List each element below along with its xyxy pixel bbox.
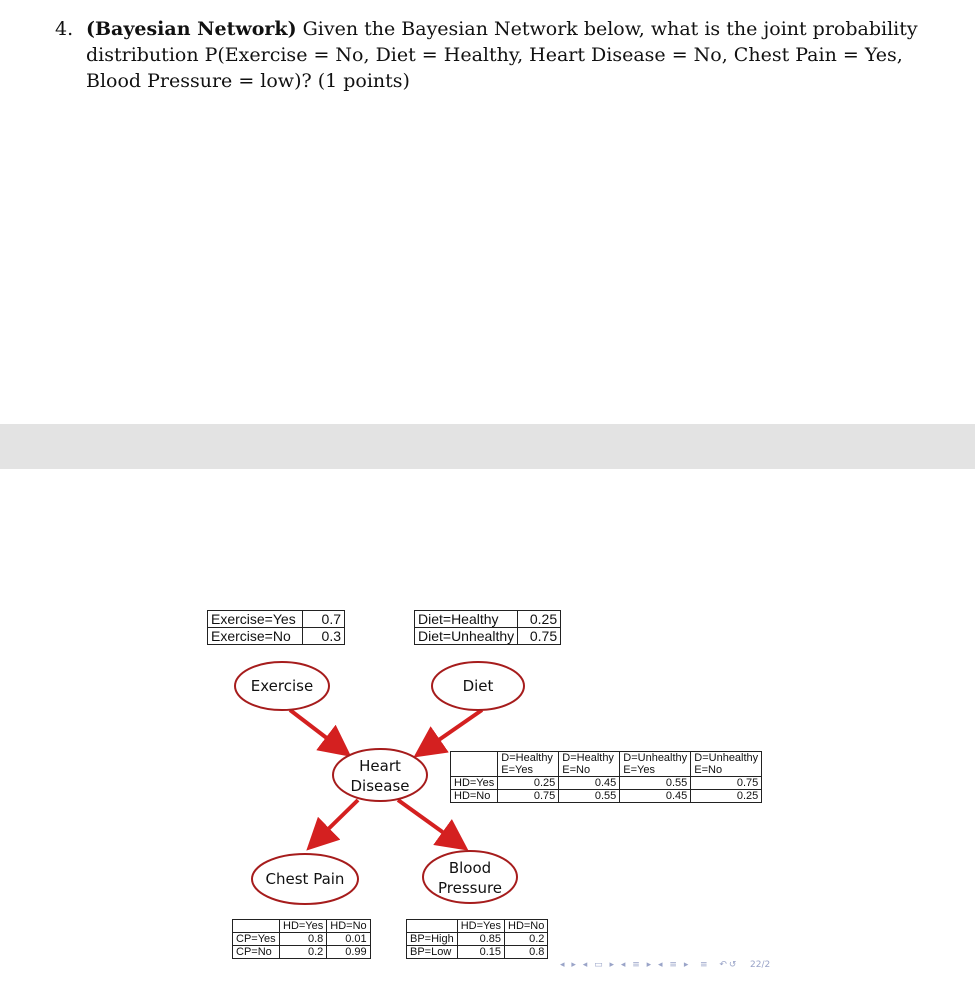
row-label: HD=Yes [451,777,498,790]
cpt-value: 0.75 [518,628,561,645]
node-chest-pain: Chest Pain [265,870,345,888]
header-line2: E=Yes [501,764,533,776]
header-line1: D=Healthy [501,752,553,764]
slide-navigation-icons[interactable]: ◂ ▸ ◂ ▭ ▸ ◂ ≡ ▸ ◂ ≡ ▸ ≡ ↶↺ [560,960,739,970]
question-number: 4. [55,18,74,40]
column-header [691,752,762,777]
column-header: HD=No [505,920,548,933]
table-row [415,628,561,645]
cell-value: 0.2 [505,933,548,946]
column-header: HD=Yes [280,920,327,933]
column-header [498,752,559,777]
row-label: BP=Low [407,946,458,959]
header-line1: D=Unhealthy [623,752,688,764]
cpt-label: Diet=Healthy [415,611,518,628]
cell-value: 0.75 [691,777,762,790]
column-header [559,752,620,777]
cell-value: 0.45 [559,777,620,790]
table-row [208,611,345,628]
empty-corner-cell [451,752,498,777]
header-line2: E=No [562,764,591,776]
cell-value: 0.45 [620,790,691,803]
row-label: CP=No [233,946,280,959]
node-heart-line2: Disease [350,777,410,795]
table-row [233,946,371,959]
column-header: HD=No [327,920,370,933]
row-label: HD=No [451,790,498,803]
cpt-label: Exercise=Yes [208,611,303,628]
cpt-value: 0.3 [303,628,345,645]
node-bp-line1: Blood [448,859,492,877]
node-blood-pressure [420,858,520,898]
header-line1: D=Healthy [562,752,614,764]
empty-corner-cell [233,920,280,933]
cell-value: 0.25 [498,777,559,790]
table-header-row [407,920,548,933]
edge-heart-chestpain [312,800,358,845]
heart-disease-cpt-table [450,751,762,803]
cpt-value: 0.7 [303,611,345,628]
row-label: BP=High [407,933,458,946]
column-header: HD=Yes [457,920,504,933]
table-row [415,611,561,628]
cpt-label: Diet=Unhealthy [415,628,518,645]
node-exercise: Exercise [250,677,314,695]
cell-value: 0.99 [327,946,370,959]
table-header-row [233,920,371,933]
cell-value: 0.55 [559,790,620,803]
table-row [407,946,548,959]
node-heart-disease [330,756,430,796]
edge-heart-bloodpressure [398,800,462,846]
table-row [451,790,762,803]
cell-value: 0.85 [457,933,504,946]
table-row [407,933,548,946]
edge-diet-heart [420,710,482,753]
node-bp-line2: Pressure [437,879,503,897]
cpt-value: 0.25 [518,611,561,628]
chest-pain-cpt-table [232,919,371,959]
cell-value: 0.2 [280,946,327,959]
cell-value: 0.01 [327,933,370,946]
cell-value: 0.15 [457,946,504,959]
edge-exercise-heart [290,710,345,752]
cell-value: 0.75 [498,790,559,803]
question-title: (Bayesian Network) [86,18,297,40]
header-line2: E=Yes [623,764,655,776]
table-row [233,933,371,946]
slide-page-number: 22/2 [750,960,771,970]
cpt-label: Exercise=No [208,628,303,645]
header-line1: D=Unhealthy [694,752,759,764]
cell-value: 0.8 [505,946,548,959]
row-label: CP=Yes [233,933,280,946]
table-header-row [451,752,762,777]
cell-value: 0.55 [620,777,691,790]
diet-cpt-table [414,610,561,645]
table-row [208,628,345,645]
question-body: Given the Bayesian Network below, what is the joint probability distribution P(Exercise = No, Diet = Healthy, Heart Disease = No, Chest Pain = Yes, Blood Pressure = low)? (1 points) [86,18,918,92]
cell-value: 0.25 [691,790,762,803]
node-heart-line1: Heart [359,757,401,775]
blood-pressure-cpt-table [406,919,548,959]
empty-corner-cell [407,920,458,933]
exercise-cpt-table [207,610,345,645]
column-header [620,752,691,777]
table-row [451,777,762,790]
node-diet: Diet [462,677,494,695]
cell-value: 0.8 [280,933,327,946]
header-line2: E=No [694,764,723,776]
